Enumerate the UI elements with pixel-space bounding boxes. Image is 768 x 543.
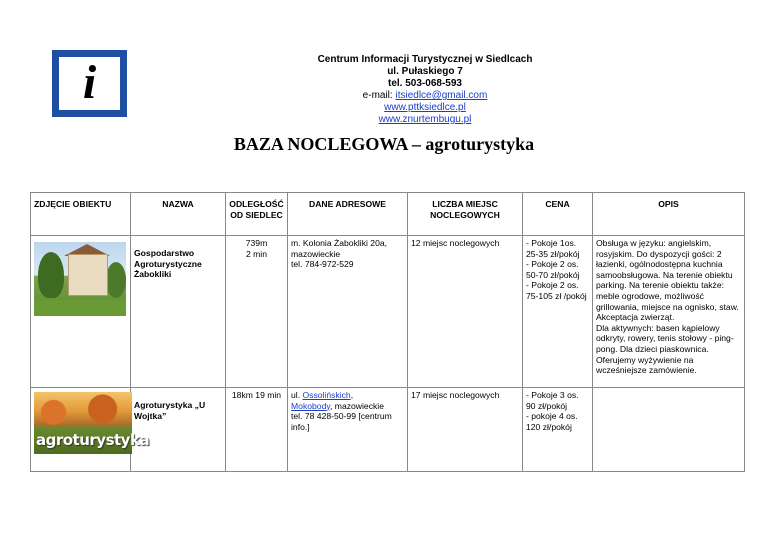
header-beds: LICZBA MIEJSC NOCLEGOWYCH [408,193,523,236]
beds-cell: 12 miejsc noclegowych [408,236,523,388]
price-line: 50-70 zł/pokój [526,269,580,280]
beds-cell: 17 miejsc noclegowych [408,388,523,472]
email-link[interactable]: itsiedlce@gmail.com [395,90,488,101]
object-name: Agroturystyka „U Wojtka” [134,400,206,421]
description-text: Dla aktywnych: basen kąpielowy odkryty, rowery, tenis stołowy - ping-pong. Dla dzieci piaskownica. Oferujemy wyżywienie na wcześniejsze zamówienie. [596,322,734,376]
street-link[interactable]: Ossolińskich [302,390,351,400]
price-line: 75-105 zł /pokój [526,290,587,301]
price-line: 120 zł/pokój [526,421,572,432]
photo-cell [31,388,150,472]
farm-photo [34,392,150,454]
info-icon: i [82,56,97,109]
distance-cell [226,236,288,388]
email-label: e-mail: [362,90,396,101]
address-line: Mokobody, mazowieckie [291,400,384,411]
site-link-znurtembugu[interactable]: www.znurtembugu.pl [378,114,472,125]
photo-watermark: agroturystyka [36,431,150,450]
contact-header [280,54,570,126]
price-line: - Pokoje 2 os. [526,259,579,270]
address-line: mazowieckie [291,248,341,259]
org-street: ul. Pułaskiego 7 [387,66,463,77]
site-link-pttk[interactable]: www.pttksiedlce.pl [384,102,466,113]
header-distance: ODLEGŁOŚĆ OD SIEDLEC [226,193,288,236]
accommodation-table [30,192,745,472]
price-line: 90 zł/pokój [526,400,568,411]
org-name: Centrum Informacji Turystycznej w Siedlcach [317,54,533,65]
org-phone: tel. 503-068-593 [388,78,462,89]
price-line: - Pokoje 2 os. [526,280,579,291]
header-price: CENA [523,193,593,236]
name-cell [131,388,226,472]
distance-cell: 18km 19 min [226,388,288,472]
table-row [31,388,745,472]
price-line: - pokoje 4 os. [526,411,578,422]
table-header-row [31,193,745,236]
table-row [31,236,745,388]
price-line: - Pokoje 1os. [526,238,577,248]
address-cell [288,236,408,388]
price-line: 25-35 zł/pokój [526,248,580,259]
distance-time: 2 min [245,248,267,259]
photo-cell [31,236,131,388]
info-logo [52,50,127,117]
price-cell [523,236,593,388]
header-photo: ZDJĘCIE OBIEKTU [31,193,131,236]
header-address: DANE ADRESOWE [288,193,408,236]
org-email-line [280,90,570,102]
address-line: ul. Ossolińskich, [291,390,354,400]
address-cell [288,388,408,472]
info-logo-inner [59,57,120,110]
description-text: Obsługa w języku: angielskim, rosyjskim. Do dyspozycji gości: 2 łazienki, ogólnodostępna kuchnia samoobsługowa. Na terenie obiektu parking. Na terenie obiektu także: meble ogrodowe, możliwość grillowania, miejsce na ognisko, staw. Akceptacja zwierząt. [596,238,739,323]
house-photo [34,242,126,316]
description-cell [593,236,745,388]
distance-value: 739m [245,238,268,248]
name-cell [131,236,226,388]
address-phone: tel. 784-972-529 [291,259,354,270]
address-phone: tel. 78 428-50-99 [centrum info.] [291,411,392,432]
header-description: OPIS [593,193,745,236]
town-link[interactable]: Mokobody [291,400,331,411]
object-name: Gospodarstwo Agroturystyczne Żabokliki [134,248,202,280]
price-line: - Pokoje 3 os. [526,390,579,400]
page-title: BAZA NOCLEGOWA – agroturystyka [233,134,535,154]
description-cell [593,388,745,472]
header-name: NAZWA [131,193,226,236]
price-cell [523,388,593,472]
address-line: m. Kolonia Żabokliki 20a, [291,238,388,248]
